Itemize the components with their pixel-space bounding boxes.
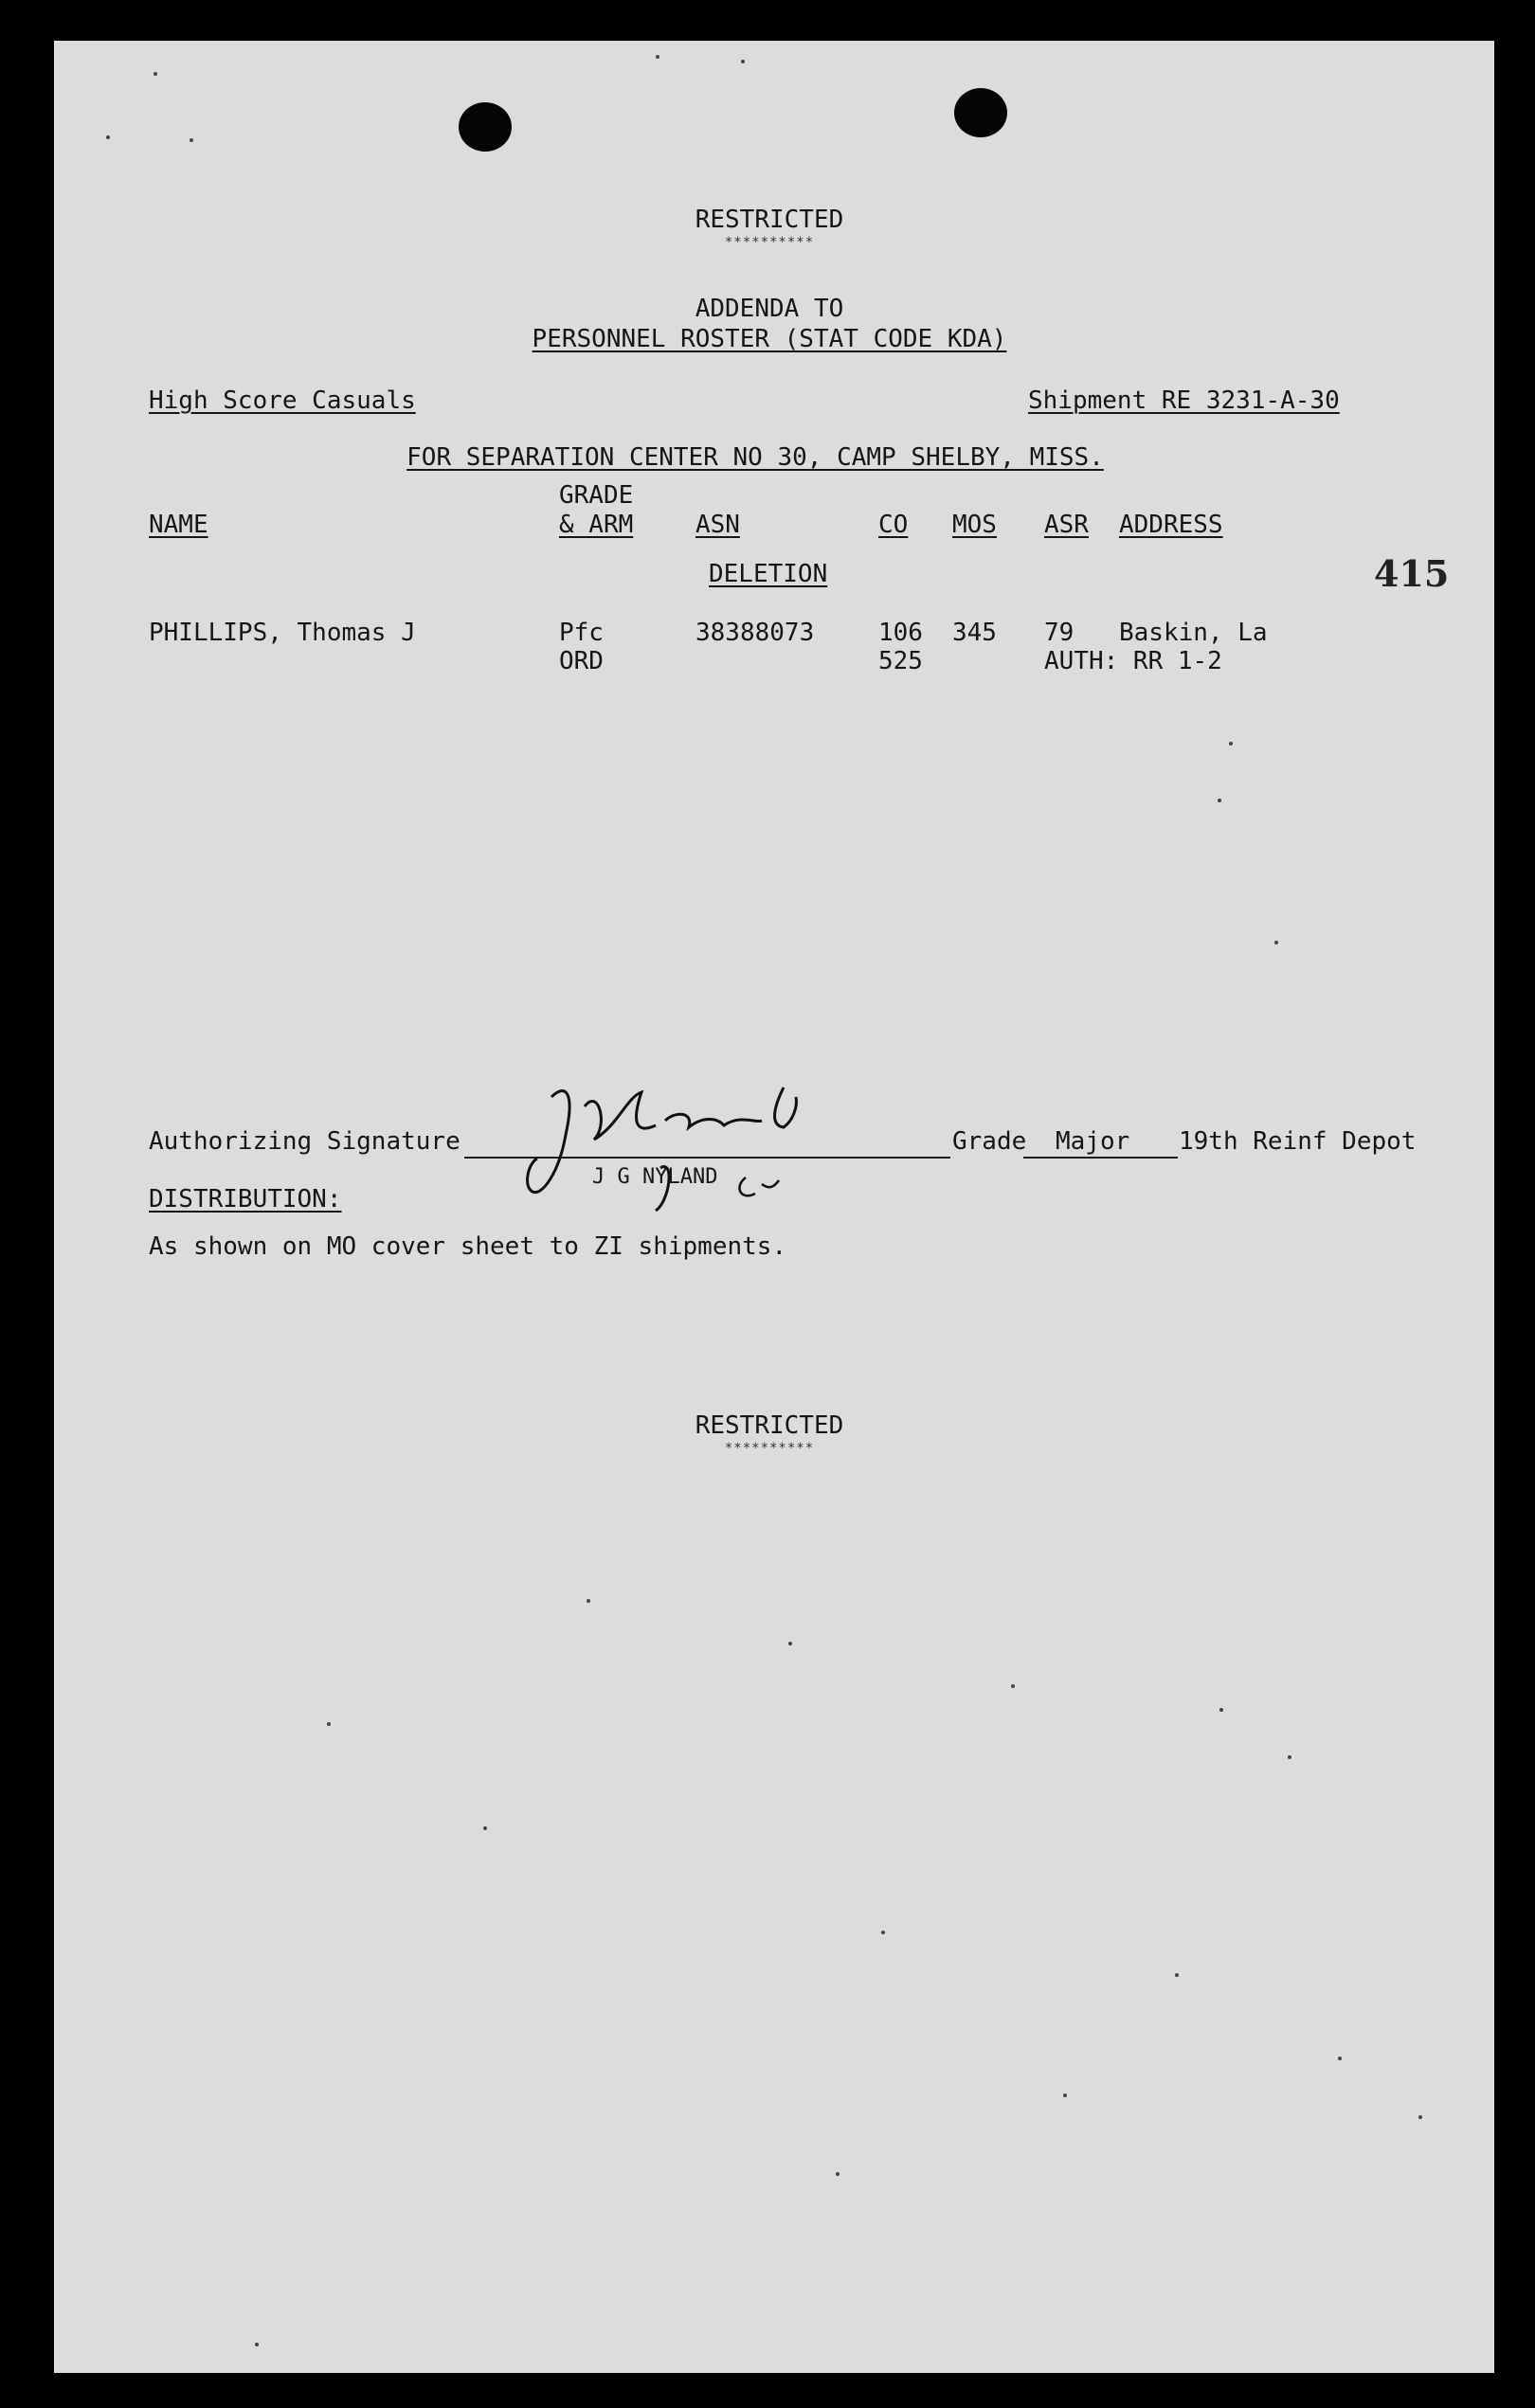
col-address: ADDRESS: [1119, 511, 1223, 539]
row-name: PHILLIPS, Thomas J: [149, 619, 416, 647]
paper-speck: [587, 1599, 590, 1603]
paper-speck: [1418, 2115, 1422, 2119]
paper-speck: [788, 1642, 792, 1645]
paper-speck: [1218, 799, 1221, 802]
paper-speck: [741, 60, 745, 63]
paper-speck: [483, 1826, 487, 1830]
paper-speck: [106, 135, 110, 139]
row-co2: 525: [878, 647, 923, 675]
paper-speck: [881, 1931, 885, 1934]
row-co: 106: [878, 619, 923, 647]
paper-speck: [154, 72, 157, 76]
row-arm: ORD: [559, 647, 604, 675]
paper-speck: [1338, 2057, 1342, 2060]
distribution-label: DISTRIBUTION:: [149, 1185, 342, 1213]
destination-line: FOR SEPARATION CENTER NO 30, CAMP SHELBY, MISS.: [406, 443, 1104, 472]
row-asr: 79: [1044, 619, 1074, 647]
document-page: [54, 41, 1494, 2373]
paper-speck: [1229, 742, 1233, 746]
handwritten-signature: [514, 1069, 912, 1225]
signature-label: Authorizing Signature: [149, 1127, 460, 1156]
title-line-2: PERSONNEL ROSTER (STAT CODE KDA): [532, 325, 1007, 353]
depot-label: 19th Reinf Depot: [1179, 1127, 1417, 1156]
col-grade-bottom: & ARM: [559, 511, 634, 539]
paper-speck: [1063, 2094, 1067, 2097]
punch-hole-left: [459, 102, 512, 152]
col-grade-top: GRADE: [559, 481, 634, 510]
paper-speck: [1288, 1755, 1291, 1759]
col-asn: ASN: [695, 511, 740, 539]
grade-line: [1023, 1157, 1178, 1159]
col-mos: MOS: [952, 511, 997, 539]
grade-label: Grade: [952, 1127, 1027, 1156]
grade-value: Major: [1056, 1127, 1130, 1156]
classification-top: RESTRICTED: [695, 206, 844, 234]
row-mos: 345: [952, 619, 997, 647]
classification-bottom: RESTRICTED: [695, 1411, 844, 1440]
paper-speck: [836, 2172, 840, 2176]
shipment-label: Shipment RE 3231-A-30: [1028, 386, 1340, 415]
distribution-text: As shown on MO cover sheet to ZI shipments.: [149, 1232, 787, 1261]
unit-label: High Score Casuals: [149, 386, 416, 415]
paper-speck: [190, 138, 193, 142]
row-grade: Pfc: [559, 619, 604, 647]
col-name: NAME: [149, 511, 208, 539]
paper-speck: [1011, 1684, 1015, 1688]
paper-speck: [327, 1722, 331, 1726]
page-number: 415: [1374, 552, 1450, 595]
punch-hole-right: [954, 88, 1007, 137]
stars-bottom: **********: [724, 1441, 815, 1456]
paper-speck: [1175, 1973, 1179, 1977]
stars-top: **********: [724, 235, 815, 250]
section-deletion: DELETION: [709, 560, 828, 588]
col-asr: ASR: [1044, 511, 1089, 539]
title-line-1: ADDENDA TO: [695, 295, 844, 323]
row-auth: AUTH: RR 1-2: [1044, 647, 1222, 675]
paper-speck: [1219, 1708, 1223, 1712]
row-address: Baskin, La: [1119, 619, 1268, 647]
paper-speck: [1274, 941, 1278, 944]
col-co: CO: [878, 511, 909, 539]
row-asn: 38388073: [695, 619, 815, 647]
paper-speck: [255, 2343, 259, 2346]
paper-speck: [656, 55, 659, 59]
typed-signatory-name: J G NYLAND: [592, 1165, 718, 1189]
